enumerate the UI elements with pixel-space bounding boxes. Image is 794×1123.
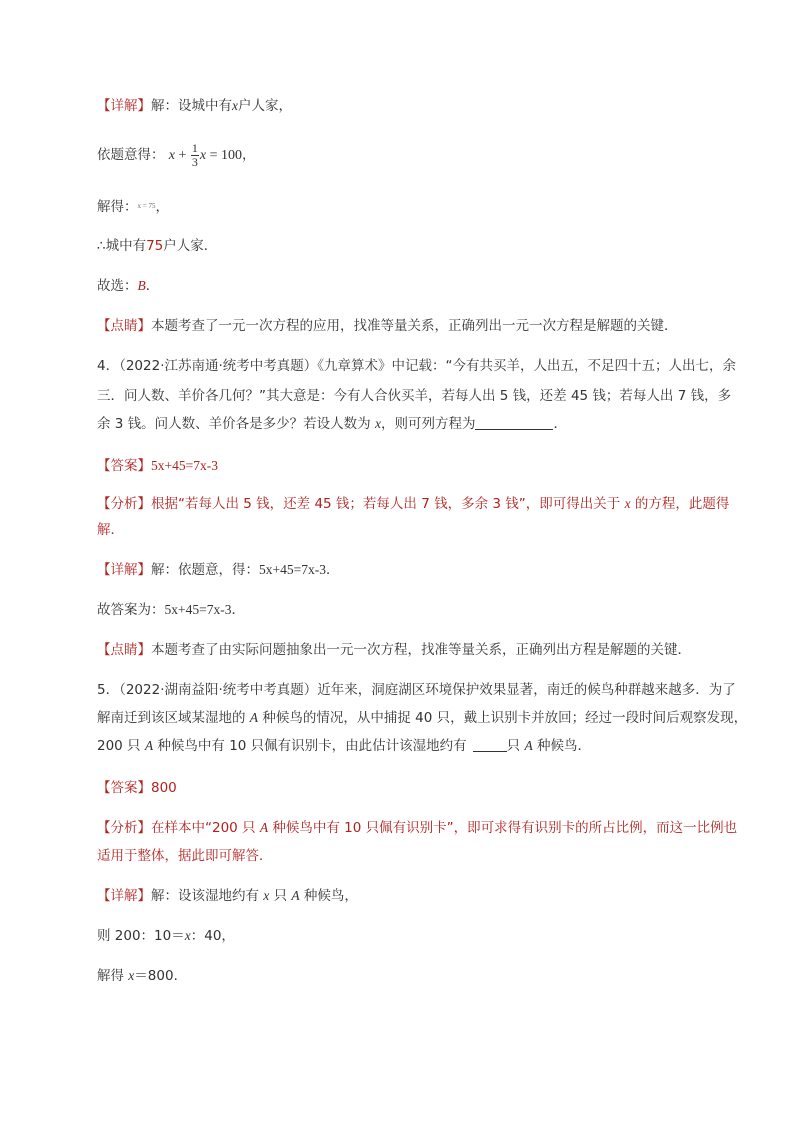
detail-label: 【详解】 — [97, 98, 151, 114]
q5-line-1: 5．（2022·湖南益阳·统考中考真题）近年来，洞庭湖区环境保护效果显著，南迁的候鸟种群越来越多．为了 — [97, 682, 736, 698]
answer-blank[interactable] — [473, 737, 507, 752]
q4-final-line: 故答案为：5x+45=7x-3． — [97, 602, 245, 618]
answer-blank[interactable] — [475, 415, 553, 430]
q4-answer-line: 【答案】5x+45=7x-3 — [97, 458, 218, 474]
q4-detail-line: 【详解】解：依题意，得：5x+45=7x-3． — [97, 562, 340, 578]
q4-line-3: 余 3 钱。问人数、羊价各是多少？若设人数为 x，则可列方程为 ． — [97, 416, 567, 432]
q5-solution-line: 解得 x＝800． — [97, 968, 188, 984]
q5-detail-line: 【详解】解：设该湿地约有 x 只 A 种候鸟， — [97, 888, 358, 904]
comment-line: 【点睛】本题考查了一元一次方程的应用，找准等量关系，正确列出一元一次方程是解题的关键． — [97, 318, 678, 334]
detail-line: 【详解】解：设城中有x户人家， — [97, 98, 292, 114]
equation-line: 依题意得： x + $\frac{1}{3}$ x = 100， — [97, 141, 256, 170]
q5-answer-line: 【答案】800 — [97, 780, 177, 796]
q5-analysis-line-2: 适用于整体，据此即可解答． — [97, 848, 273, 864]
q5-analysis-line-1: 【分析】在样本中“200 只 A 种候鸟中有 10 只佩有识别卡”，即可求得有识别卡的所占比例，而这一比例也 — [97, 820, 738, 836]
conclusion-line: ∴城中有75户人家． — [97, 238, 218, 254]
q4-line-2: 三．问人数、羊价各几何？”其大意是：今有人合伙买羊，若每人出 5 钱，还差 45 钱；若每人出 7 钱，多 — [97, 388, 732, 404]
solution-value: x = 75 — [137, 202, 156, 210]
q5-ratio-line: 则 200：10＝x：40， — [97, 928, 235, 944]
choice-line: 故选：B． — [97, 278, 160, 294]
q4-comment-line: 【点睛】本题考查了由实际问题抽象出一元一次方程，找准等量关系，正确列出方程是解题的关键． — [97, 642, 691, 658]
fraction: $\frac{1}{3}$ — [191, 141, 198, 170]
q5-line-3: 200 只 A 种候鸟中有 10 只佩有识别卡，由此估计该湿地约有 只 A 种候鸟． — [97, 738, 592, 754]
solution-line: 解得：$^{x = 75}$， — [97, 199, 169, 215]
q4-analysis-line-2: 解． — [97, 522, 124, 538]
q4-analysis-line-1: 【分析】根据“若每人出 5 钱，还差 45 钱；若每人出 7 钱，多余 3 钱”，即可得出关于 x 的方程，此题得 — [97, 496, 730, 512]
q4-line-1: 4．（2022·江苏南通·统考中考真题）《九章算术》中记载：“今有共买羊，人出五，不足四十五；人出七，余 — [97, 358, 737, 374]
equation: x + $\frac{1}{3}$ x = 100 — [168, 141, 243, 170]
q5-line-2: 解南迁到该区域某湿地的 A 种候鸟的情况，从中捕捉 40 只，戴上识别卡并放回；经过一段时间后观察发现， — [97, 710, 748, 726]
